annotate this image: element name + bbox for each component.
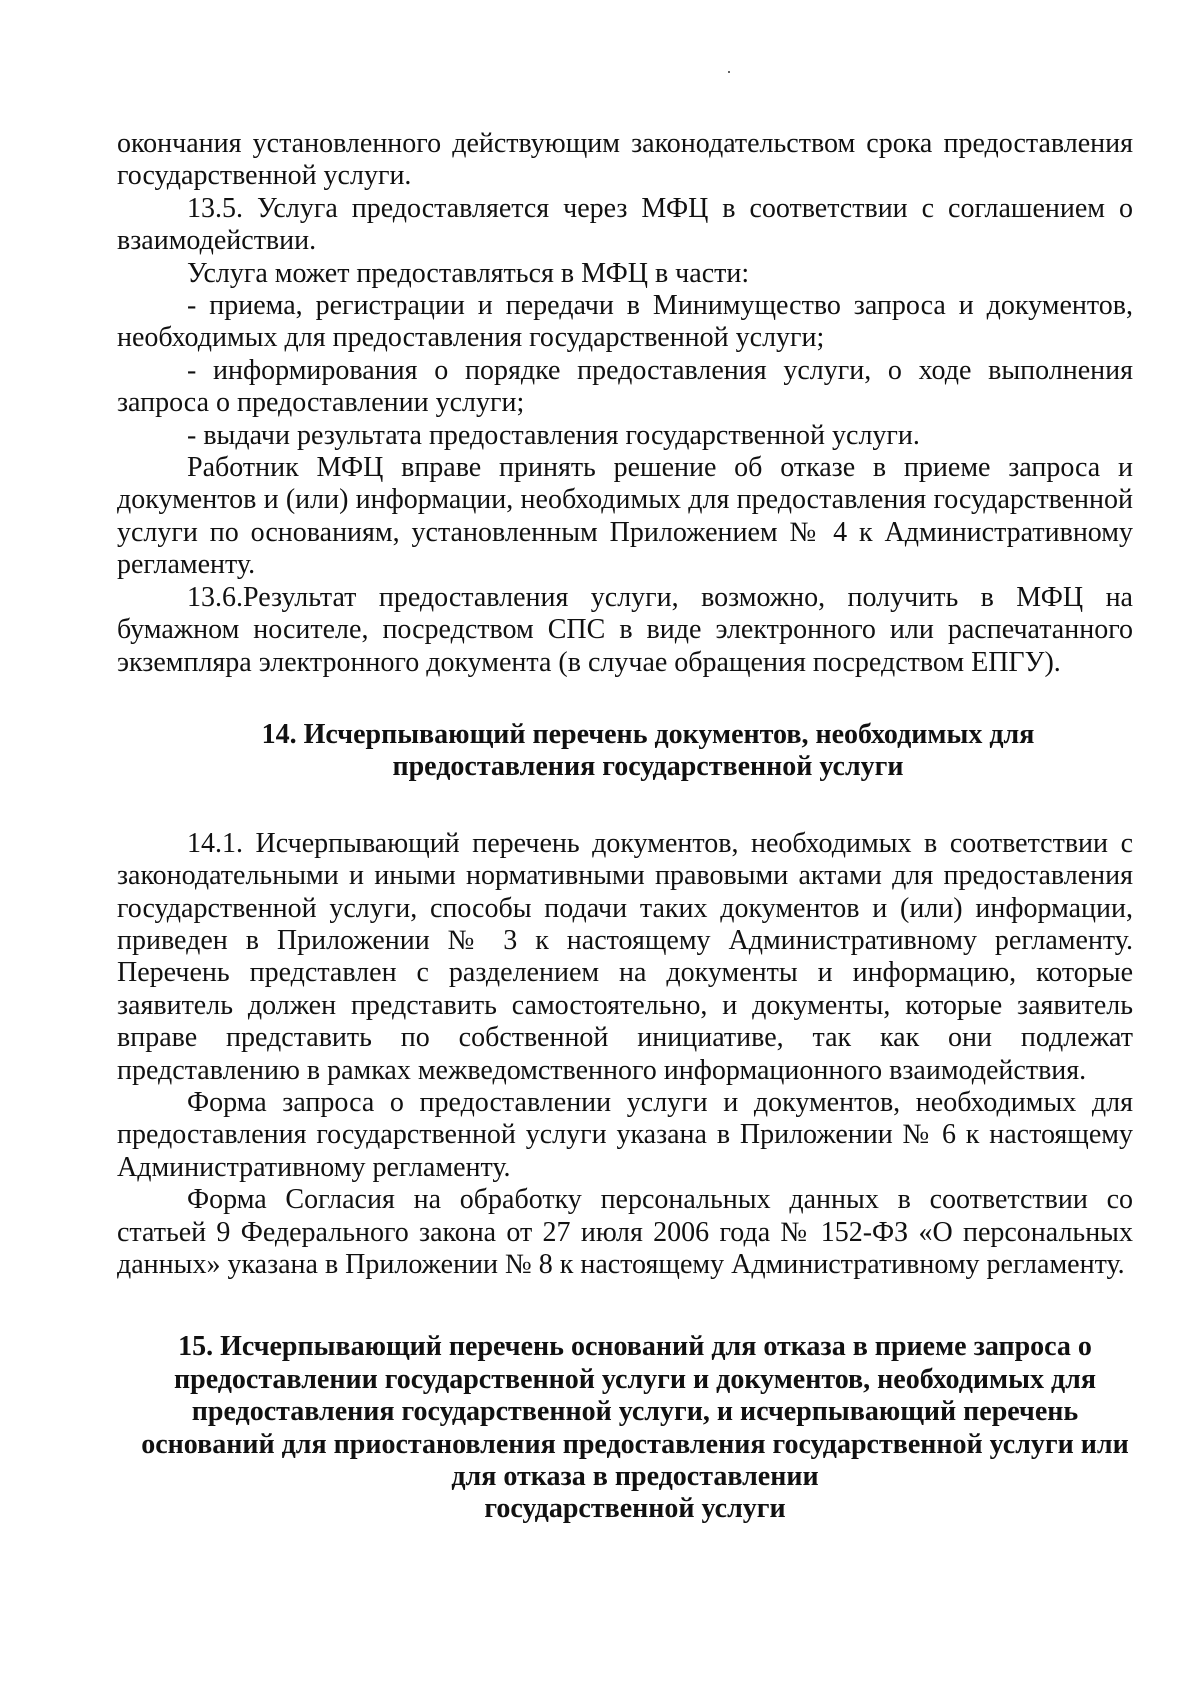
section-15-heading-line: оснований для приостановления предоставления государственной услуги или <box>141 1428 1129 1460</box>
section-14-body <box>117 828 1133 1282</box>
document-page <box>117 128 1133 1526</box>
section-15-heading-line: для отказа в предоставлении <box>451 1461 819 1493</box>
list-item-informing: - информирования о порядке предоставления услуги, о ходе выполнения запроса о предоставлении услуги; <box>117 354 1133 419</box>
section-15-heading-line: 15. Исчерпывающий перечень оснований для отказа в приеме запроса о <box>178 1331 1092 1363</box>
paragraph-consent-form: Форма Согласия на обработку персональных данных в соответствии со статьей 9 Федерального закона от 27 июля 2006 года № 152-ФЗ «О персональных данных» указана в Приложении № 8 к настоящему Административному регламенту. <box>117 1184 1133 1280</box>
list-item-reception: - приема, регистрации и передачи в Минимущество запроса и документов, необходимых для предоставления государственной услуги; <box>117 290 1133 354</box>
paragraph-13-5-parts: Услуга может предоставляться в МФЦ в части: <box>187 257 750 289</box>
list-item-issuance: - выдачи результата предоставления государственной услуги. <box>187 419 920 451</box>
scan-speck <box>728 71 730 73</box>
paragraph-14-1: 14.1. Исчерпывающий перечень документов, необходимых в соответствии с законодательными и иными нормативными правовыми актами для предоставления государственной услуги, способы подачи таких документов и (или) информации, приведен в Приложении № 3 к настоящему Административному регламенту. Перечень представлен с разделением на документы и информацию, которые заявитель должен представить самостоятельно, и документы, которые заявитель вправе представить по собственной инициативе, так как они подлежат представлению в рамках межведомственного информационного взаимодействия. <box>117 827 1133 1086</box>
paragraph-intro: окончания установленного действующим законодательством срока предоставления государственной услуги. <box>117 128 1133 192</box>
section-15-heading-line: предоставления государственной услуги, и исчерпывающий перечень <box>191 1396 1079 1428</box>
paragraph-request-form: Форма запроса о предоставлении услуги и документов, необходимых для предоставления государственной услуги указана в Приложении № 6 к настоящему Административному регламенту. <box>117 1086 1133 1183</box>
section-14-heading-line: 14. Исчерпывающий перечень документов, необходимых для <box>261 718 1035 750</box>
paragraph-13-6: 13.6.Результат предоставления услуги, возможно, получить в МФЦ на бумажном носителе, посредством СПС в виде электронного или распечатанного экземпляра электронного документа (в случае обращения посредством ЕПГУ). <box>117 581 1133 678</box>
section-14-heading <box>117 719 1133 784</box>
paragraph-refusal: Работник МФЦ вправе принять решение об отказе в приеме запроса и документов и (или) информации, необходимых для предоставления государственной услуги по основаниям, установленным Приложением № 4 к Административному регламенту. <box>117 452 1133 581</box>
section-15-heading <box>117 1331 1133 1525</box>
section-15-heading-line: государственной услуги <box>484 1493 786 1525</box>
section-14-heading-line: предоставления государственной услуги <box>392 751 904 783</box>
section-15-heading-line: предоставлении государственной услуги и документов, необходимых для <box>173 1363 1097 1395</box>
paragraph-13-5: 13.5. Услуга предоставляется через МФЦ в соответствии с соглашением о взаимодействии. <box>117 192 1133 257</box>
